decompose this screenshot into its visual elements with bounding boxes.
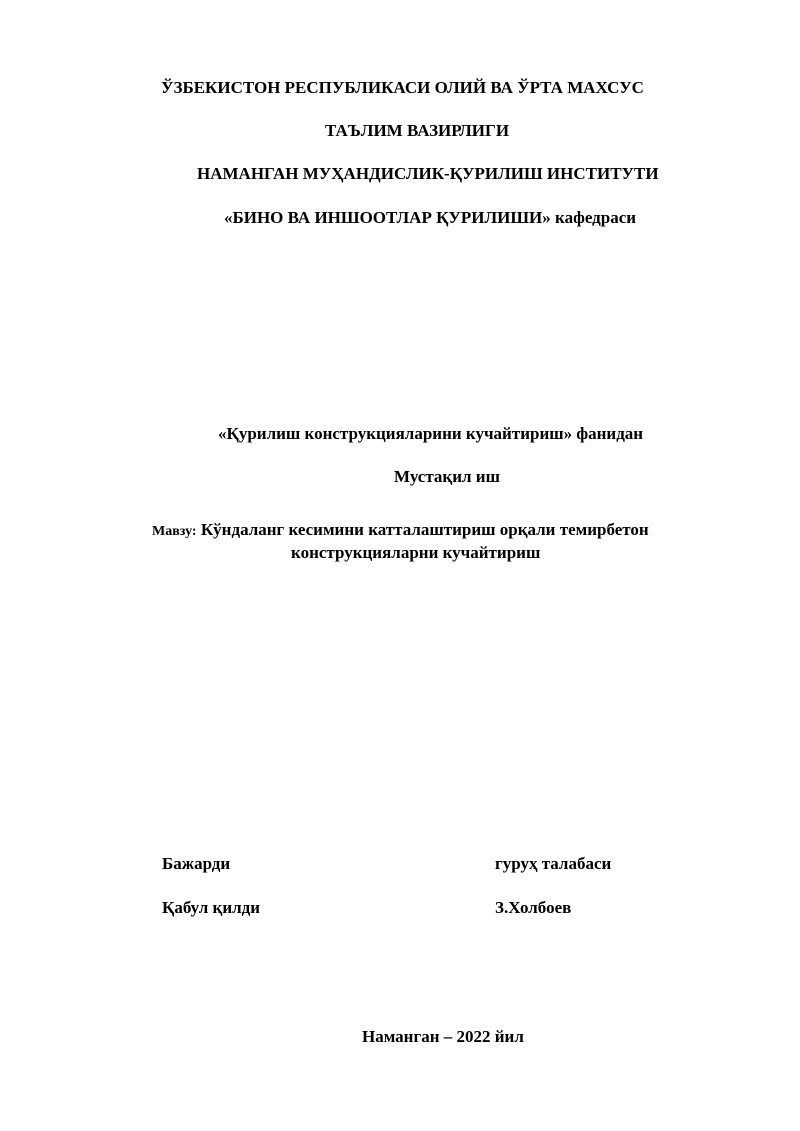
ministry-line-1: ЎЗБЕКИСТОН РЕСПУБЛИКАСИ ОЛИЙ ВА ЎРТА МАХСУС [161, 78, 644, 97]
topic-line-2: конструкцияларни кучайтириш [291, 543, 541, 562]
work-type: Мустақил иш [394, 467, 500, 486]
ministry-line-2: ТАЪЛИМ ВАЗИРЛИГИ [325, 121, 510, 140]
topic-line-1 [152, 520, 649, 542]
institute-name: НАМАНГАН МУҲАНДИСЛИК-ҚУРИЛИШ ИНСТИТУТИ [197, 164, 659, 183]
accepted-value: З.Холбоев [495, 898, 572, 917]
place-year: Наманган – 2022 йил [362, 1027, 524, 1046]
topic-label: Мавзу: [152, 524, 197, 539]
topic-text-1: Кўндаланг кесимини катталаштириш орқали темирбетон [200, 520, 649, 539]
department-name: «БИНО ВА ИНШООТЛАР ҚУРИЛИШИ» кафедраси [224, 208, 637, 227]
accepted-label: Қабул қилди [162, 898, 261, 917]
performed-value: гуруҳ талабаси [495, 854, 612, 873]
performed-label: Бажарди [162, 854, 231, 873]
course-name: «Қурилиш конструкцияларини кучайтириш» фанидан [218, 424, 644, 443]
